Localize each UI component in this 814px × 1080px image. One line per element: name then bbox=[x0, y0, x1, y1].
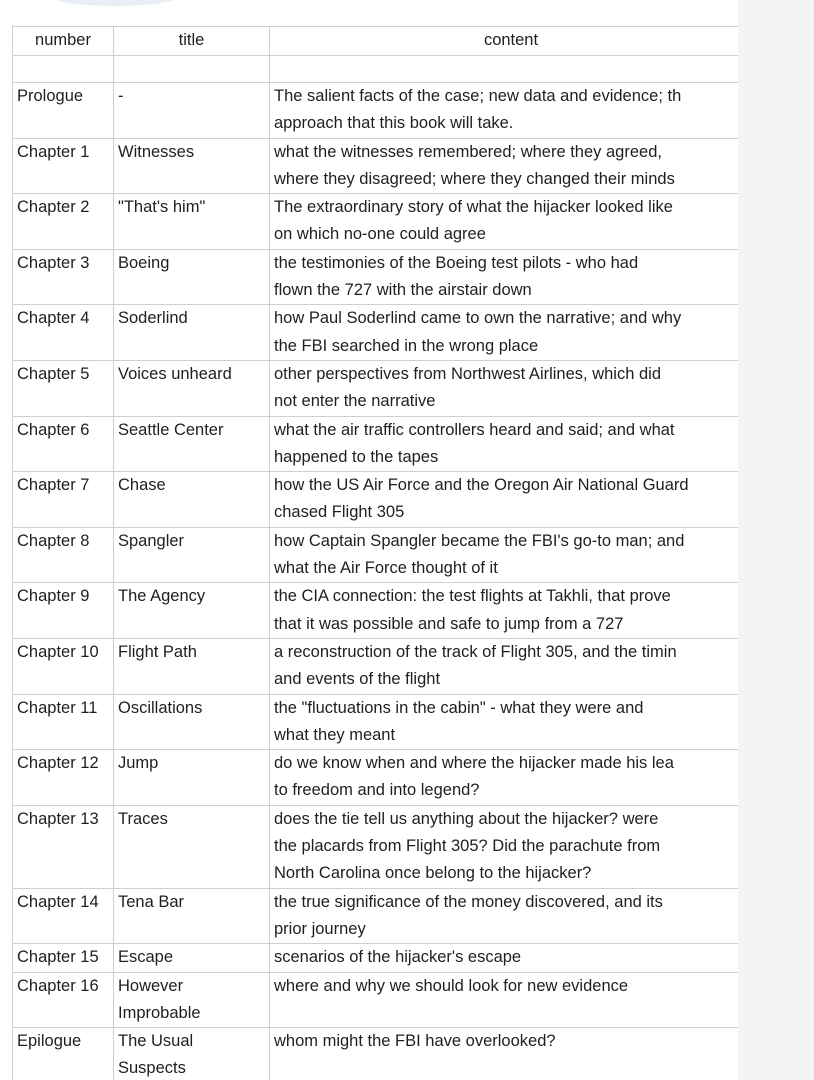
content-line: The extraordinary story of what the hijacker looked like bbox=[274, 198, 673, 217]
cell-title: Spangler bbox=[114, 527, 270, 583]
cell-number: Chapter 5 bbox=[13, 360, 114, 416]
cell-title: The Agency bbox=[114, 583, 270, 639]
table-row bbox=[13, 527, 739, 583]
cell-content bbox=[270, 944, 739, 972]
cell-number: Chapter 7 bbox=[13, 472, 114, 528]
content-line: what the air traffic controllers heard and said; and what bbox=[274, 420, 675, 439]
content-line: happened to the tapes bbox=[274, 447, 439, 466]
cell-number: Chapter 4 bbox=[13, 305, 114, 361]
cell-number: Chapter 10 bbox=[13, 638, 114, 694]
cell-content bbox=[270, 83, 739, 139]
table-row bbox=[13, 888, 739, 944]
table-row bbox=[13, 138, 739, 194]
cell-number: Chapter 3 bbox=[13, 249, 114, 305]
cell-number: Chapter 11 bbox=[13, 694, 114, 750]
cell-title: Oscillations bbox=[114, 694, 270, 750]
cell-number: Chapter 6 bbox=[13, 416, 114, 472]
cell-title: However Improbable bbox=[114, 972, 270, 1028]
content-line: where they disagreed; where they changed their minds bbox=[274, 169, 675, 188]
content-line: the placards from Flight 305? Did the parachute from bbox=[274, 837, 661, 856]
cell-content bbox=[270, 638, 739, 694]
cell-content bbox=[270, 194, 739, 250]
cell-title: Tena Bar bbox=[114, 888, 270, 944]
cell-number: Epilogue bbox=[13, 1028, 114, 1080]
table-row bbox=[13, 194, 739, 250]
cell-content bbox=[270, 249, 739, 305]
content-line: what they meant bbox=[274, 725, 396, 744]
table-row bbox=[13, 583, 739, 639]
header-number: number bbox=[13, 27, 114, 56]
cell-title: "That's him" bbox=[114, 194, 270, 250]
cell-title: Voices unheard bbox=[114, 360, 270, 416]
header-content: content bbox=[270, 27, 739, 56]
cell-title: Soderlind bbox=[114, 305, 270, 361]
content-line: The salient facts of the case; new data and evidence; th bbox=[274, 87, 682, 105]
content-line: what the witnesses remembered; where they agreed, bbox=[274, 142, 662, 161]
cell-title: Jump bbox=[114, 750, 270, 806]
blank-row bbox=[13, 56, 739, 83]
content-line: the true significance of the money discovered, and its bbox=[274, 892, 663, 911]
table-row bbox=[13, 694, 739, 750]
cell-number: Chapter 13 bbox=[13, 805, 114, 888]
content-line: not enter the narrative bbox=[274, 392, 436, 411]
content-line: how the US Air Force and the Oregon Air National Guard bbox=[274, 476, 689, 495]
content-line: to freedom and into legend? bbox=[274, 781, 480, 800]
content-line: the CIA connection: the test flights at Takhli, that prove bbox=[274, 587, 671, 606]
cell-content bbox=[270, 527, 739, 583]
content-line: where and why we should look for new evidence bbox=[274, 976, 629, 995]
table-row bbox=[13, 972, 739, 1028]
table-row bbox=[13, 805, 739, 888]
content-line: prior journey bbox=[274, 919, 366, 938]
table-row bbox=[13, 750, 739, 806]
table-row bbox=[13, 83, 739, 139]
content-line: the "fluctuations in the cabin" - what they were and bbox=[274, 698, 644, 717]
header-row bbox=[13, 27, 739, 56]
cell-content bbox=[270, 472, 739, 528]
chapters-table bbox=[12, 26, 738, 1080]
header-title: title bbox=[114, 27, 270, 56]
cell-content bbox=[270, 694, 739, 750]
cell-content bbox=[270, 305, 739, 361]
cell-content bbox=[270, 972, 739, 1028]
content-line: that it was possible and safe to jump from a 727 bbox=[274, 614, 624, 633]
blank-cell bbox=[13, 56, 114, 83]
cell-number: Chapter 14 bbox=[13, 888, 114, 944]
cell-title: Witnesses bbox=[114, 138, 270, 194]
cell-number: Chapter 15 bbox=[13, 944, 114, 972]
table-row bbox=[13, 944, 739, 972]
cell-title: The Usual Suspects bbox=[114, 1028, 270, 1080]
content-line: on which no-one could agree bbox=[274, 225, 486, 244]
content-line: do we know when and where the hijacker made his lea bbox=[274, 754, 674, 773]
content-line: a reconstruction of the track of Flight 305, and the timin bbox=[274, 642, 677, 661]
blank-cell bbox=[270, 56, 739, 83]
cell-content bbox=[270, 805, 739, 888]
top-shape bbox=[50, 0, 180, 6]
table-row bbox=[13, 638, 739, 694]
content-line: the testimonies of the Boeing test pilots - who had bbox=[274, 253, 639, 272]
cell-number: Chapter 8 bbox=[13, 527, 114, 583]
content-line: what the Air Force thought of it bbox=[274, 559, 498, 578]
cell-content bbox=[270, 138, 739, 194]
table-row bbox=[13, 249, 739, 305]
cell-content bbox=[270, 360, 739, 416]
content-line: chased Flight 305 bbox=[274, 503, 405, 522]
cell-number: Chapter 1 bbox=[13, 138, 114, 194]
cell-content bbox=[270, 416, 739, 472]
content-line: scenarios of the hijacker's escape bbox=[274, 948, 522, 967]
table-row bbox=[13, 416, 739, 472]
cell-title: Boeing bbox=[114, 249, 270, 305]
content-line: approach that this book will take. bbox=[274, 114, 514, 133]
cell-number: Chapter 9 bbox=[13, 583, 114, 639]
cell-number: Chapter 12 bbox=[13, 750, 114, 806]
content-line: whom might the FBI have overlooked? bbox=[274, 1032, 556, 1051]
table-row bbox=[13, 1028, 739, 1080]
cell-content bbox=[270, 583, 739, 639]
cell-number: Chapter 16 bbox=[13, 972, 114, 1028]
table-row bbox=[13, 305, 739, 361]
content-line: how Paul Soderlind came to own the narrative; and why bbox=[274, 309, 682, 328]
cell-title: Escape bbox=[114, 944, 270, 972]
content-line: and events of the flight bbox=[274, 670, 441, 689]
cell-number: Prologue bbox=[13, 83, 114, 139]
cell-number: Chapter 2 bbox=[13, 194, 114, 250]
right-gutter bbox=[738, 0, 814, 1080]
content-line: North Carolina once belong to the hijacker? bbox=[274, 864, 592, 883]
cell-title: Traces bbox=[114, 805, 270, 888]
table-row bbox=[13, 360, 739, 416]
cell-content bbox=[270, 1028, 739, 1080]
cell-content bbox=[270, 750, 739, 806]
content-line: the FBI searched in the wrong place bbox=[274, 336, 539, 355]
blank-cell bbox=[114, 56, 270, 83]
cell-title: Flight Path bbox=[114, 638, 270, 694]
cell-title: Chase bbox=[114, 472, 270, 528]
content-line: flown the 727 with the airstair down bbox=[274, 281, 532, 300]
cell-title: - bbox=[114, 83, 270, 139]
content-line: how Captain Spangler became the FBI's go-to man; and bbox=[274, 531, 685, 550]
cell-title: Seattle Center bbox=[114, 416, 270, 472]
content-line: does the tie tell us anything about the hijacker? were bbox=[274, 809, 659, 828]
table-row bbox=[13, 472, 739, 528]
content-line: other perspectives from Northwest Airlines, which did bbox=[274, 364, 661, 383]
cell-content bbox=[270, 888, 739, 944]
